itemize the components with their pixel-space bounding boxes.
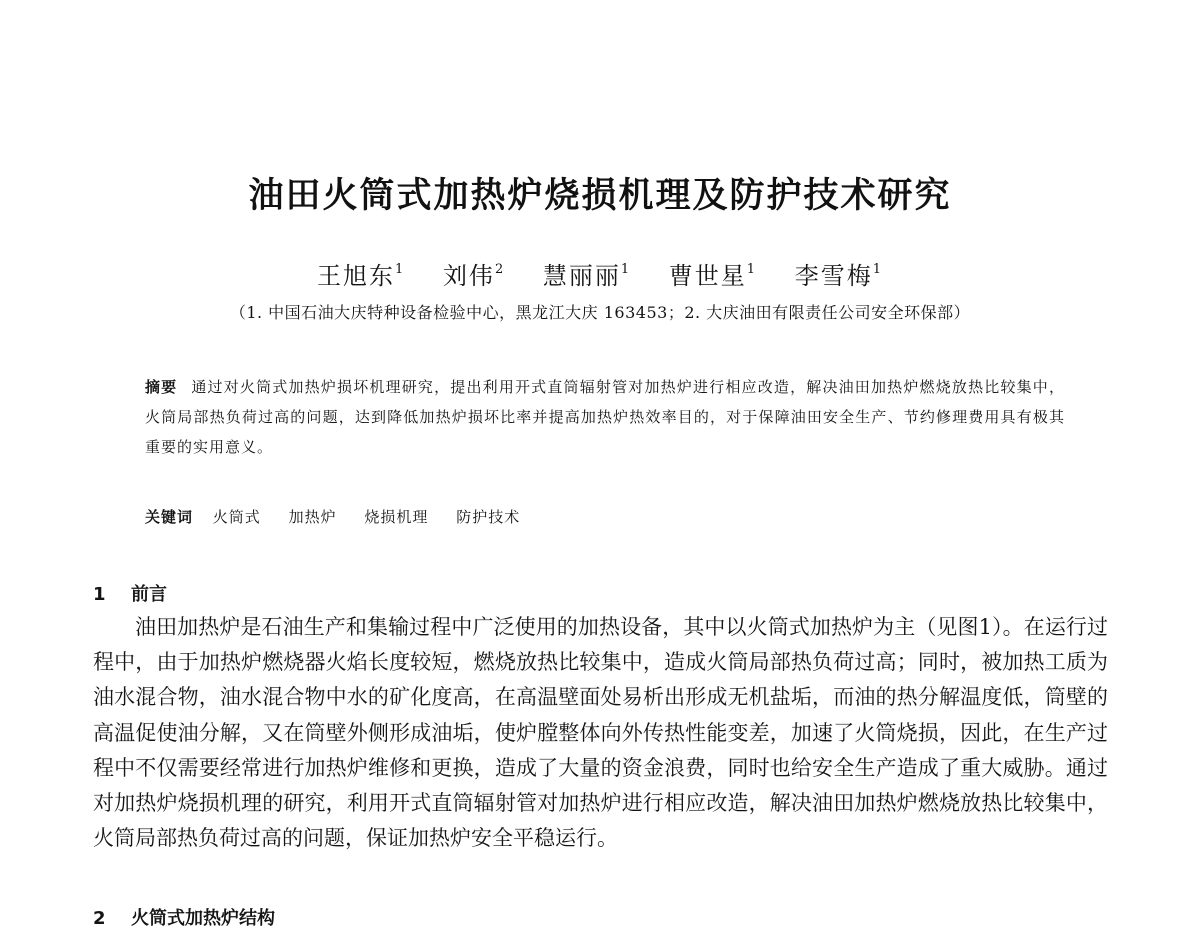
section-title: 前言 [131,584,167,605]
section-heading [93,904,275,930]
author [543,262,631,290]
keyword: 防护技术 [456,508,521,526]
section-title: 火筒式加热炉结构 [131,908,275,929]
abstract [145,372,1065,462]
author [317,262,405,290]
author-affiliation-mark: 1 [872,262,883,277]
keyword: 烧损机理 [364,508,429,526]
author-affiliation-mark: 1 [620,262,632,277]
author-affiliation-mark: 1 [746,262,758,277]
author [669,262,757,290]
author-affiliation-mark: 2 [494,262,506,277]
author-list [0,256,1200,291]
affiliation: （1. 中国石油大庆特种设备检验中心，黑龙江大庆 163453；2. 大庆油田有限责任公司安全环保部） [229,303,971,322]
author [795,262,883,290]
author-name: 慧丽丽 [542,262,621,290]
paper-title: 油田火筒式加热炉烧损机理及防护技术研究 [248,176,952,216]
author-affiliation-mark: 1 [395,262,406,277]
section-number: 2 [93,908,106,929]
author-name: 曹世星 [668,262,747,290]
author-name: 李雪梅 [794,262,873,290]
section-number: 1 [93,584,106,605]
keyword: 加热炉 [288,508,337,526]
abstract-label: 摘要 [145,378,178,396]
section-body: 油田加热炉是石油生产和集输过程中广泛使用的加热设备，其中以火筒式加热炉为主（见图1）。在运行过程中，由于加热炉燃烧器火焰长度较短，燃烧放热比较集中，造成火筒局部热负荷过高；同时，被加热工质为油水混合物，油水混合物中水的矿化度高，在高温壁面处易析出形成无机盐垢，而油的热分解温度低，筒壁的高温促使油分解，又在筒壁外侧形成油垢，使炉膛整体向外传热性能变差，加速了火筒烧损，因此，在生产过程中不仅需要经常进行加热炉维修和更换，造成了大量的资金浪费，同时也给安全生产造成了重大威胁。通过对加热炉烧损机理的研究，利用开式直筒辐射管对加热炉进行相应改造，解决油田加热炉燃烧放热比较集中，火筒局部热负荷过高的问题，保证加热炉安全平稳运行。 [93,615,1108,851]
author-name: 刘伟 [442,262,495,290]
author-name: 王旭东 [317,262,396,290]
keywords [145,506,542,527]
author [443,262,505,290]
keywords-label: 关键词 [145,508,194,526]
keyword: 火筒式 [212,508,261,526]
abstract-text: 通过对火筒式加热炉损坏机理研究，提出利用开式直筒辐射管对加热炉进行相应改造，解决油田加热炉燃烧放热比较集中，火筒局部热负荷过高的问题，达到降低加热炉损坏比率并提高加热炉热效率目的，对于保障油田安全生产、节约修理费用具有极其重要的实用意义。 [145,378,1065,456]
section-heading [93,580,167,606]
